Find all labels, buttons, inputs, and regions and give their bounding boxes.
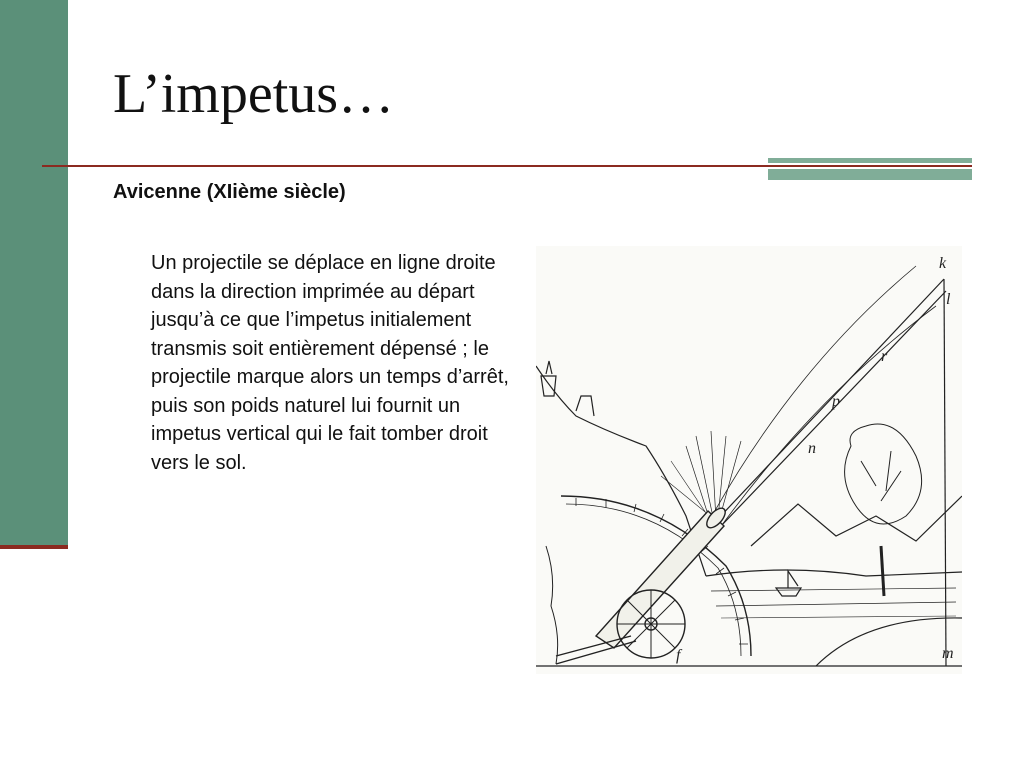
- label-r: r: [881, 348, 888, 365]
- left-accent-band: [0, 0, 68, 546]
- label-l: l: [946, 291, 951, 308]
- slide-subtitle: Avicenne (XIième siècle): [113, 181, 346, 203]
- body-paragraph: Un projectile se déplace en ligne droite dans la direction imprimée au départ jusqu’à ce que l’impetus initialement transmis soit entièrement dépensé ; le projectile marque alors un temps d’arrêt, puis son poids naturel lui fournit un impetus vertical qui le fait tomber droit vers le sol.: [151, 252, 509, 474]
- label-m: m: [942, 645, 954, 662]
- cannon-trajectory-illustration: [536, 246, 962, 674]
- illustration-svg: [536, 246, 962, 674]
- decorative-bar-bottom: [768, 169, 972, 180]
- label-f: f: [676, 647, 681, 664]
- decorative-bar-top: [768, 158, 972, 163]
- label-k: k: [939, 255, 947, 272]
- label-n: n: [808, 440, 816, 457]
- left-accent-rule: [0, 545, 68, 549]
- title-divider: [42, 165, 972, 167]
- slide-title: L’impetus…: [113, 63, 395, 125]
- label-p: p: [832, 393, 840, 410]
